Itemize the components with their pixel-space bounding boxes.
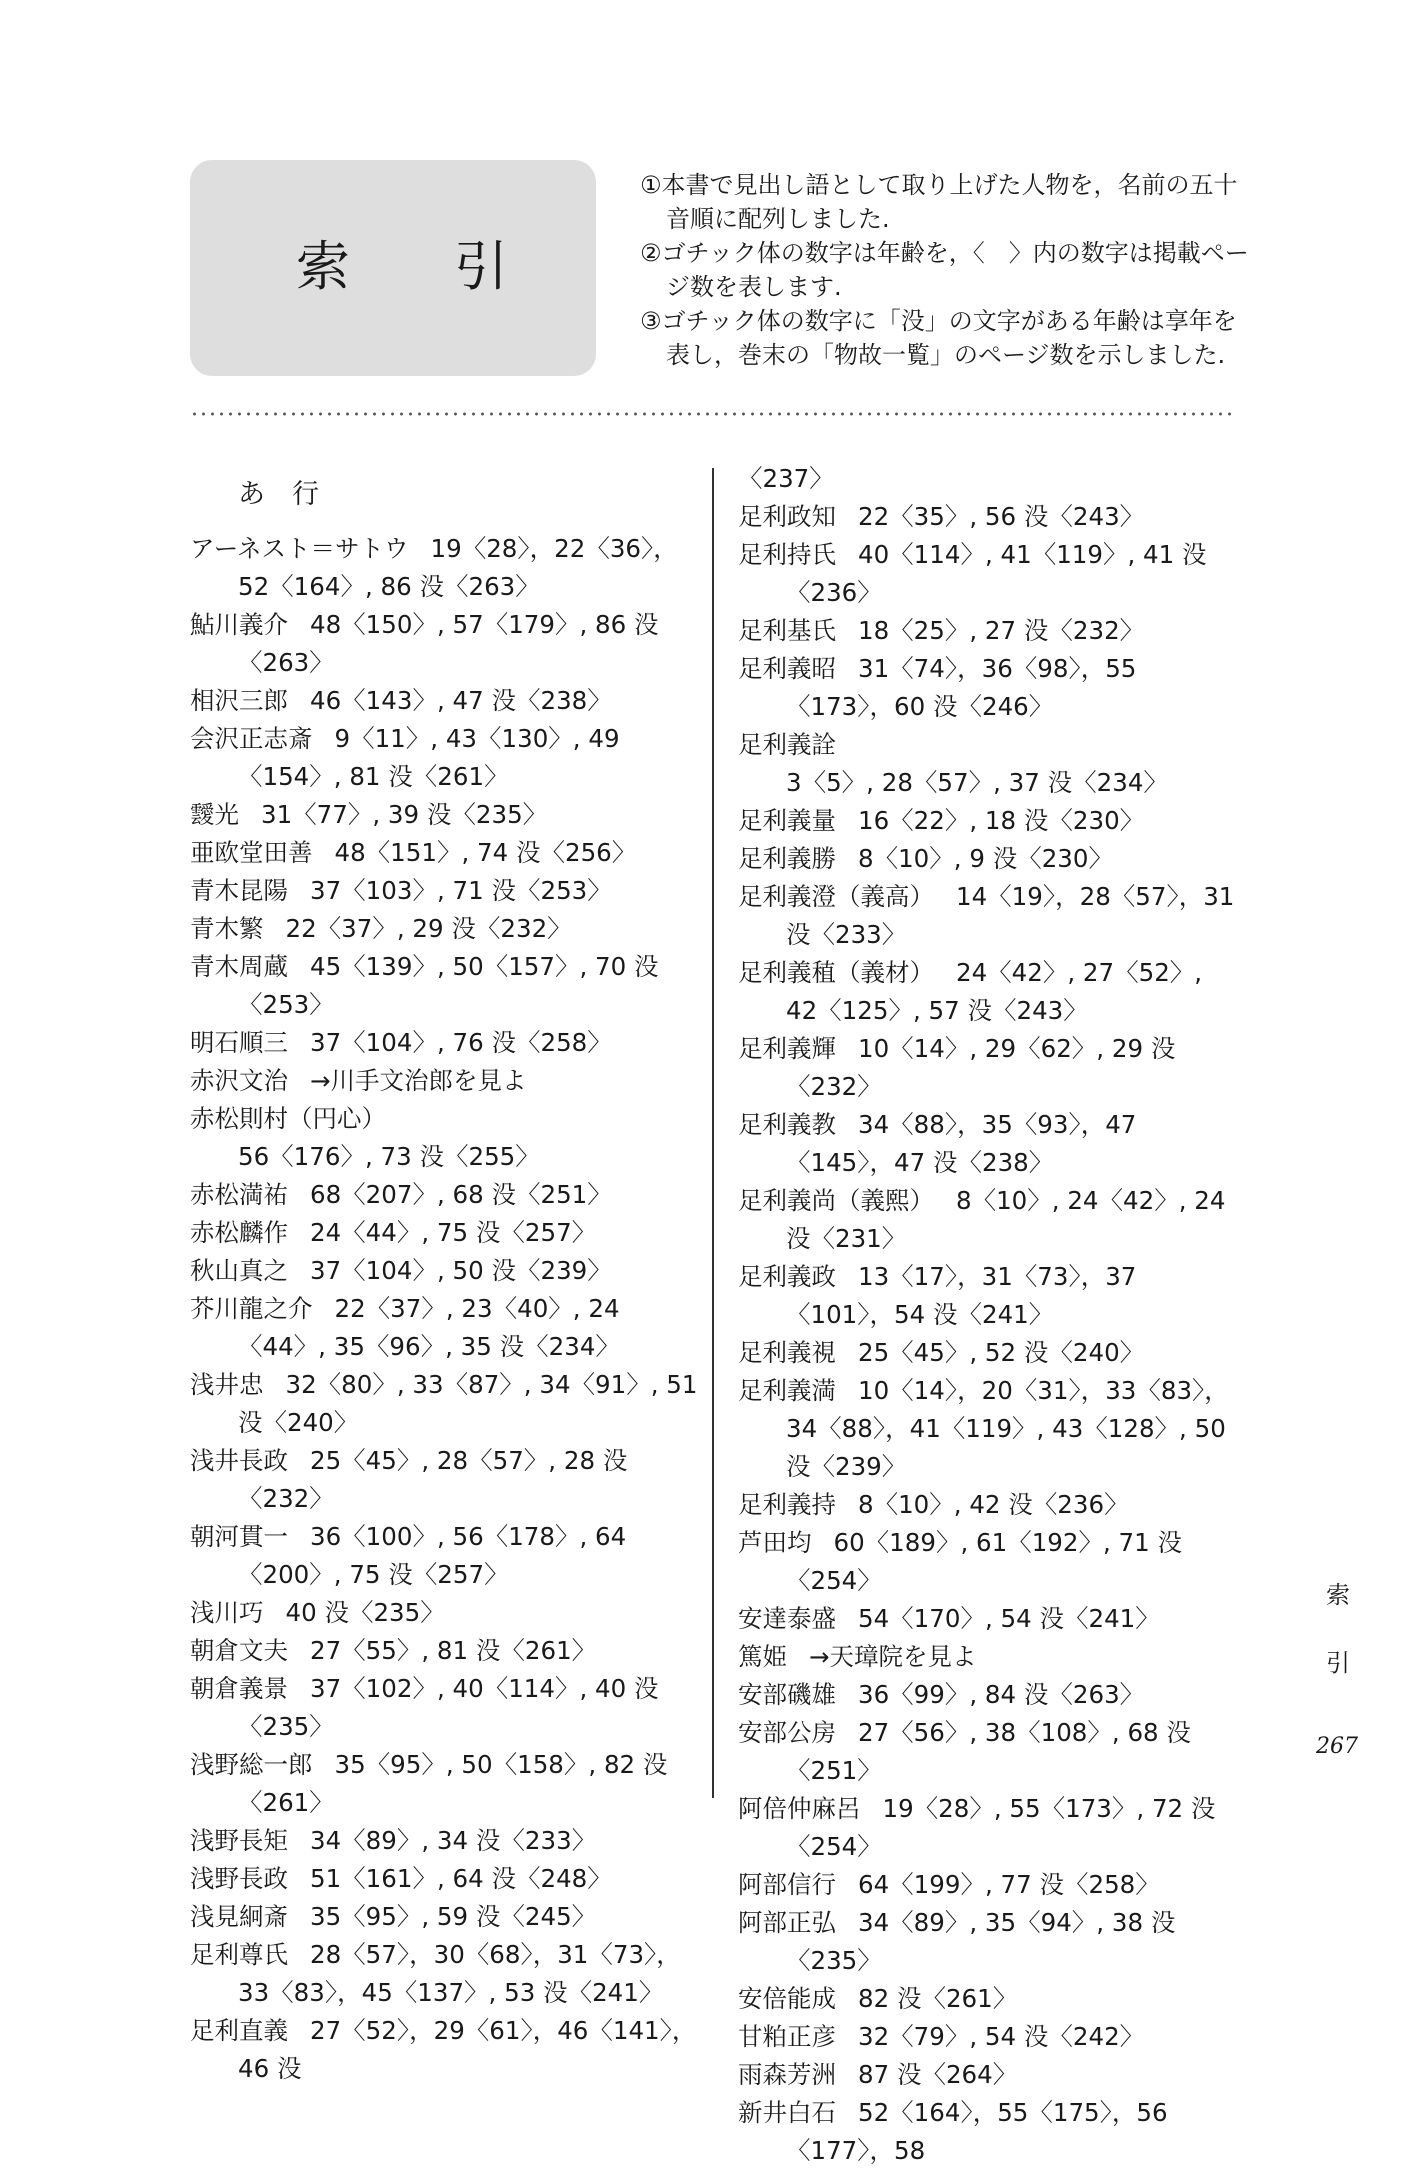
index-entry — [190, 1518, 698, 1594]
entry-references: 46〈143〉, 47 没〈238〉 — [310, 686, 612, 715]
entry-name: 相沢三郎 — [190, 686, 288, 715]
entry-name: 阿倍仲麻呂 — [738, 1794, 861, 1823]
index-entry — [738, 1334, 1238, 1372]
entry-name: 靉光 — [190, 800, 239, 829]
index-entry — [190, 796, 698, 834]
entry-references: 10〈14〉, 29〈62〉, 29 没〈232〉 — [786, 1034, 1176, 1101]
index-entry — [738, 1866, 1238, 1904]
index-entry — [190, 1024, 698, 1062]
index-entry — [738, 650, 1238, 726]
entry-name: 足利政知 — [738, 502, 836, 531]
entry-name: 足利義視 — [738, 1338, 836, 1367]
entry-name: 足利義満 — [738, 1376, 836, 1405]
index-entry — [738, 1372, 1238, 1486]
index-entry — [738, 802, 1238, 840]
entry-references: 32〈79〉, 54 没〈242〉 — [858, 2022, 1145, 2051]
entry-references: 32〈80〉, 33〈87〉, 34〈91〉, 51 没〈240〉 — [238, 1370, 698, 1437]
entry-name: 足利義詮 — [738, 730, 836, 759]
index-entry — [190, 1062, 698, 1100]
section-heading: あ 行 — [238, 479, 319, 510]
entry-name: 赤沢文治 — [190, 1066, 288, 1095]
index-entry — [738, 1524, 1238, 1600]
title-char-1: 索 — [296, 235, 350, 298]
entry-references: 37〈103〉, 71 没〈253〉 — [310, 876, 612, 905]
page-number: 267 — [1316, 1734, 1358, 1759]
entry-references: 34〈88〉，35〈93〉，47〈145〉，47 没〈238〉 — [786, 1110, 1137, 1177]
index-entry — [190, 606, 698, 682]
index-entry — [738, 1182, 1238, 1258]
entry-name: 安達泰盛 — [738, 1604, 836, 1633]
index-entry — [738, 1030, 1238, 1106]
entry-references: 40 没〈235〉 — [285, 1598, 445, 1627]
note-1: ①本書で見出し語として取り上げた人物を，名前の五十音順に配列しました. — [640, 171, 1238, 233]
entry-name: 足利尊氏 — [190, 1940, 288, 1969]
entry-name: 明石順三 — [190, 1028, 288, 1057]
continued-reference: 〈237〉 — [738, 464, 834, 493]
index-entry — [190, 1442, 698, 1518]
entry-references: 3〈5〉, 28〈57〉, 37 没〈234〉 — [786, 768, 1168, 797]
entry-name: 足利義量 — [738, 806, 836, 835]
entry-references: 48〈151〉, 74 没〈256〉 — [334, 838, 637, 867]
index-entry — [190, 1594, 698, 1632]
entry-references: 37〈104〉, 50 没〈239〉 — [310, 1256, 612, 1285]
entry-name: 足利義澄（義高） — [738, 882, 934, 911]
index-entry — [738, 536, 1238, 612]
entry-name: 篤姫 — [738, 1642, 787, 1671]
entry-references: 31〈77〉, 39 没〈235〉 — [261, 800, 548, 829]
entry-name: 浅野総一郎 — [190, 1750, 313, 1779]
column-divider — [712, 468, 714, 1798]
index-entry — [738, 612, 1238, 650]
entry-references: 14〈19〉，28〈57〉，31 没〈233〉 — [786, 882, 1235, 949]
index-entry — [190, 1176, 698, 1214]
entry-references: 31〈74〉，36〈98〉，55〈173〉，60 没〈246〉 — [786, 654, 1137, 721]
index-entry — [738, 878, 1238, 954]
entry-name: 新井白石 — [738, 2098, 836, 2127]
entry-name: 足利基氏 — [738, 616, 836, 645]
entry-references: 52〈164〉，55〈175〉，56〈177〉，58 — [786, 2098, 1168, 2165]
entry-references: 25〈45〉, 52 没〈240〉 — [858, 1338, 1145, 1367]
side-index-label-1: 索 — [1326, 1581, 1350, 1609]
entry-references: 24〈44〉, 75 没〈257〉 — [310, 1218, 597, 1247]
entry-name: 足利義稙（義材） — [738, 958, 934, 987]
entry-name: 阿部正弘 — [738, 1908, 836, 1937]
index-entry — [738, 1714, 1238, 1790]
entry-references: 68〈207〉, 68 没〈251〉 — [310, 1180, 612, 1209]
entry-name: 浅川巧 — [190, 1598, 264, 1627]
entry-references: 37〈102〉, 40〈114〉, 40 没〈235〉 — [238, 1674, 659, 1741]
entry-references: 82 没〈261〉 — [858, 1984, 1018, 2013]
entry-references: 18〈25〉, 27 没〈232〉 — [858, 616, 1145, 645]
index-entry — [738, 1638, 1238, 1676]
entry-references: 48〈150〉, 57〈179〉, 86 没〈263〉 — [238, 610, 659, 677]
entry-references: 37〈104〉, 76 没〈258〉 — [310, 1028, 612, 1057]
entry-name: 甘粕正彦 — [738, 2022, 836, 2051]
entry-references: 35〈95〉, 59 没〈245〉 — [310, 1902, 597, 1931]
index-entry — [738, 1600, 1238, 1638]
index-entry — [190, 910, 698, 948]
entry-name: 青木繁 — [190, 914, 264, 943]
entry-references: 25〈45〉, 28〈57〉, 28 没〈232〉 — [238, 1446, 628, 1513]
entry-name: 足利持氏 — [738, 540, 836, 569]
entry-references: 8〈10〉, 24〈42〉, 24 没〈231〉 — [786, 1186, 1226, 1253]
entry-references: 36〈100〉, 56〈178〉, 64〈200〉, 75 没〈257〉 — [238, 1522, 627, 1589]
index-entry — [738, 1106, 1238, 1182]
index-entry — [738, 1790, 1238, 1866]
entry-name: 足利義尚（義熙） — [738, 1186, 934, 1215]
entry-name: 安部公房 — [738, 1718, 836, 1747]
index-entry — [190, 1632, 698, 1670]
index-entry — [738, 954, 1238, 1030]
entry-name: 足利義昭 — [738, 654, 836, 683]
entry-references: 24〈42〉, 27〈52〉, 42〈125〉, 57 没〈243〉 — [786, 958, 1203, 1025]
entry-references: 10〈14〉，20〈31〉，33〈83〉，34〈88〉，41〈119〉, 43〈128〉, 50 没〈239〉 — [786, 1376, 1229, 1481]
entry-references: 9〈11〉, 43〈130〉, 49〈154〉, 81 没〈261〉 — [238, 724, 620, 791]
entry-name: アーネスト＝サトウ — [190, 534, 409, 563]
entry-references: 45〈139〉, 50〈157〉, 70 没〈253〉 — [238, 952, 659, 1019]
entry-name: 朝倉義景 — [190, 1674, 288, 1703]
right-entry-list — [738, 498, 1238, 2170]
entry-name: 雨森芳洲 — [738, 2060, 836, 2089]
index-entry — [738, 1676, 1238, 1714]
entry-name: 芥川龍之介 — [190, 1294, 313, 1323]
note-3: ③ゴチック体の数字に「没」の文字がある年齢は享年を表し，巻末の「物故一覧」のページ数を示しました. — [640, 307, 1237, 369]
index-entry — [190, 948, 698, 1024]
entry-name: 青木昆陽 — [190, 876, 288, 905]
entry-references: 27〈55〉, 81 没〈261〉 — [310, 1636, 597, 1665]
right-column — [738, 460, 1238, 2170]
entry-name: 鮎川義介 — [190, 610, 288, 639]
entry-name: 安部磯雄 — [738, 1680, 836, 1709]
entry-name: 浅見絅斎 — [190, 1902, 288, 1931]
entry-name: 亜欧堂田善 — [190, 838, 313, 867]
entry-references: 27〈52〉，29〈61〉，46〈141〉，46 没 — [238, 2016, 697, 2083]
entry-name: 赤松麟作 — [190, 1218, 288, 1247]
index-entry — [190, 1252, 698, 1290]
entry-references: 13〈17〉，31〈73〉，37〈101〉，54 没〈241〉 — [786, 1262, 1137, 1329]
entry-references: 87 没〈264〉 — [858, 2060, 1018, 2089]
entry-references: 19〈28〉，22〈36〉，52〈164〉, 86 没〈263〉 — [238, 534, 678, 601]
side-index-label-2: 引 — [1326, 1649, 1350, 1677]
entry-references: 22〈37〉, 29 没〈232〉 — [285, 914, 572, 943]
index-entry — [738, 726, 1238, 802]
entry-references: 35〈95〉, 50〈158〉, 82 没〈261〉 — [238, 1750, 668, 1817]
index-entry — [190, 1860, 698, 1898]
note-2: ②ゴチック体の数字は年齢を，〈 〉内の数字は掲載ページ数を表します. — [640, 239, 1249, 301]
index-entry — [738, 1904, 1238, 1980]
index-entry — [738, 2094, 1238, 2170]
entry-name: 足利義勝 — [738, 844, 836, 873]
index-entry — [190, 2012, 698, 2088]
index-entry — [738, 1486, 1238, 1524]
index-entry — [190, 872, 698, 910]
entry-references: 8〈10〉, 42 没〈236〉 — [858, 1490, 1129, 1519]
index-entry — [190, 834, 698, 872]
index-entry — [190, 1100, 698, 1176]
entry-references: 22〈37〉, 23〈40〉, 24〈44〉, 35〈96〉, 35 没〈234〉 — [238, 1294, 620, 1361]
index-entry — [738, 2018, 1238, 2056]
entry-references: 34〈89〉, 34 没〈233〉 — [310, 1826, 597, 1855]
entry-references: 56〈176〉, 73 没〈255〉 — [238, 1142, 540, 1171]
entry-name: 赤松満祐 — [190, 1180, 288, 1209]
index-entry — [190, 1746, 698, 1822]
entry-references: 19〈28〉, 55〈173〉, 72 没〈254〉 — [786, 1794, 1216, 1861]
index-entry — [190, 682, 698, 720]
entry-references: 60〈189〉, 61〈192〉, 71 没〈254〉 — [786, 1528, 1182, 1595]
entry-name: 秋山真之 — [190, 1256, 288, 1285]
entry-references: 8〈10〉, 9 没〈230〉 — [858, 844, 1113, 873]
index-entry — [738, 2056, 1238, 2094]
entry-name: 足利義持 — [738, 1490, 836, 1519]
left-column — [190, 460, 698, 2088]
entry-name: 青木周蔵 — [190, 952, 288, 981]
entry-references: 16〈22〉, 18 没〈230〉 — [858, 806, 1145, 835]
entry-name: 足利直義 — [190, 2016, 288, 2045]
entry-name: 浅井長政 — [190, 1446, 288, 1475]
dotted-separator — [190, 412, 1235, 416]
entry-name: 浅野長矩 — [190, 1826, 288, 1855]
entry-references: →川手文治郎を見よ — [310, 1066, 527, 1095]
entry-name: 赤松則村（円心） — [190, 1104, 386, 1133]
entry-references: 40〈114〉, 41〈119〉, 41 没〈236〉 — [786, 540, 1207, 607]
entry-name: 浅井忠 — [190, 1370, 264, 1399]
index-entry — [190, 1214, 698, 1252]
index-entry — [738, 1980, 1238, 2018]
index-entry — [738, 498, 1238, 536]
entry-name: 朝倉文夫 — [190, 1636, 288, 1665]
index-entry — [190, 1936, 698, 2012]
entry-name: 芦田均 — [738, 1528, 812, 1557]
entry-references: 28〈57〉，30〈68〉，31〈73〉，33〈83〉，45〈137〉, 53 没〈241〉 — [238, 1940, 681, 2007]
index-entry — [738, 1258, 1238, 1334]
entry-references: 51〈161〉, 64 没〈248〉 — [310, 1864, 612, 1893]
entry-references: 36〈99〉, 84 没〈263〉 — [858, 1680, 1145, 1709]
entry-references: 22〈35〉, 56 没〈243〉 — [858, 502, 1145, 531]
left-entry-list — [190, 530, 698, 2088]
entry-references: 64〈199〉, 77 没〈258〉 — [858, 1870, 1160, 1899]
entry-name: 会沢正志斎 — [190, 724, 313, 753]
index-entry — [190, 720, 698, 796]
index-entry — [190, 1366, 698, 1442]
entry-references: 54〈170〉, 54 没〈241〉 — [858, 1604, 1160, 1633]
entry-name: 足利義輝 — [738, 1034, 836, 1063]
entry-name: 足利義政 — [738, 1262, 836, 1291]
index-entry — [738, 840, 1238, 878]
entry-name: 阿部信行 — [738, 1870, 836, 1899]
index-entry — [190, 1290, 698, 1366]
entry-name: 足利義教 — [738, 1110, 836, 1139]
entry-references: 34〈89〉, 35〈94〉, 38 没〈235〉 — [786, 1908, 1176, 1975]
index-entry — [190, 1898, 698, 1936]
index-entry — [190, 1670, 698, 1746]
entry-name: 安倍能成 — [738, 1984, 836, 2013]
entry-references: →天璋院を見よ — [809, 1642, 977, 1671]
entry-references: 27〈56〉, 38〈108〉, 68 没〈251〉 — [786, 1718, 1191, 1785]
entry-name: 朝河貫一 — [190, 1522, 288, 1551]
entry-name: 浅野長政 — [190, 1864, 288, 1893]
index-entry — [190, 530, 698, 606]
index-entry — [190, 1822, 698, 1860]
explanatory-notes — [640, 168, 1260, 372]
index-title-box — [190, 160, 596, 376]
title-char-2: 引 — [454, 235, 508, 298]
